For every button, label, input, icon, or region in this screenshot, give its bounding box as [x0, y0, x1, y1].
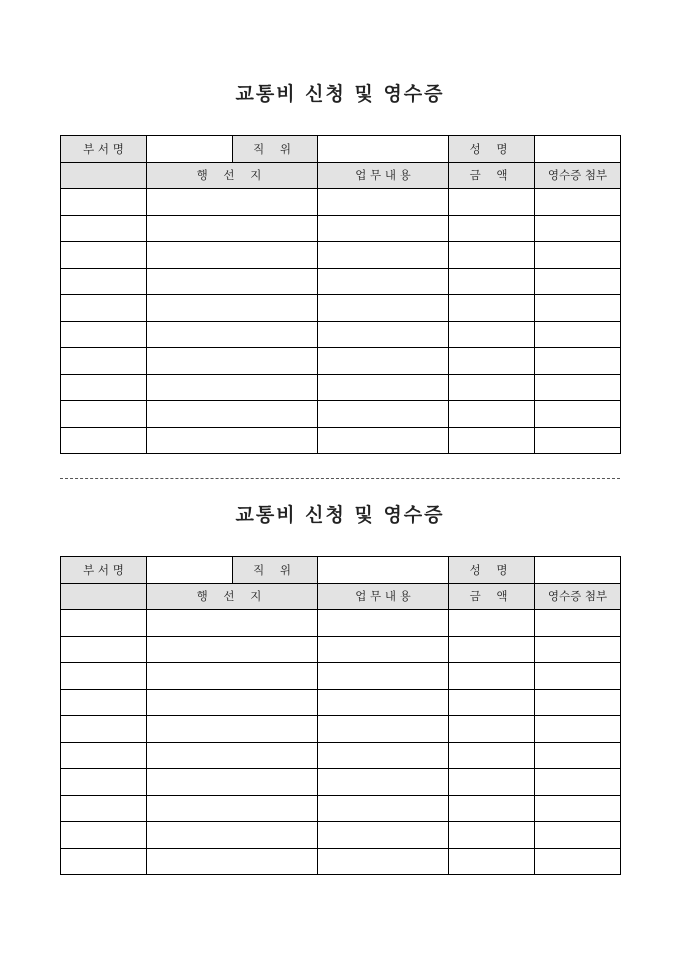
destination-cell[interactable]: [147, 189, 318, 216]
amount-cell[interactable]: [449, 374, 535, 401]
destination-cell[interactable]: [147, 822, 318, 849]
department-label: 부 서 명: [61, 557, 147, 584]
name-label: 성 명: [449, 557, 535, 584]
header-row: [61, 557, 621, 584]
row-label-cell[interactable]: [61, 374, 147, 401]
form-table: [60, 135, 621, 454]
destination-header: 행 선 지: [147, 162, 318, 189]
table-row: [61, 742, 621, 769]
row-label-cell[interactable]: [61, 295, 147, 322]
table-row: [61, 295, 621, 322]
table-row: [61, 348, 621, 375]
destination-cell[interactable]: [147, 795, 318, 822]
amount-cell[interactable]: [449, 663, 535, 690]
table-row: [61, 689, 621, 716]
receipt-cell[interactable]: [535, 636, 621, 663]
business-cell[interactable]: [318, 348, 449, 375]
business-cell[interactable]: [318, 822, 449, 849]
destination-cell[interactable]: [147, 215, 318, 242]
destination-cell[interactable]: [147, 268, 318, 295]
destination-cell[interactable]: [147, 769, 318, 796]
blank-header-cell: [61, 583, 147, 610]
row-label-cell[interactable]: [61, 822, 147, 849]
receipt-cell[interactable]: [535, 401, 621, 428]
table-row: [61, 374, 621, 401]
destination-cell[interactable]: [147, 321, 318, 348]
amount-cell[interactable]: [449, 215, 535, 242]
business-cell[interactable]: [318, 769, 449, 796]
amount-cell[interactable]: [449, 242, 535, 269]
business-cell[interactable]: [318, 610, 449, 637]
row-label-cell[interactable]: [61, 242, 147, 269]
table-row: [61, 189, 621, 216]
row-label-cell[interactable]: [61, 769, 147, 796]
row-label-cell[interactable]: [61, 268, 147, 295]
receipt-cell[interactable]: [535, 242, 621, 269]
table-row: [61, 427, 621, 454]
receipt-cell[interactable]: [535, 716, 621, 743]
amount-cell[interactable]: [449, 401, 535, 428]
table-row: [61, 822, 621, 849]
row-label-cell[interactable]: [61, 689, 147, 716]
receipt-cell[interactable]: [535, 321, 621, 348]
form-table: [60, 556, 621, 875]
business-cell[interactable]: [318, 742, 449, 769]
table-row: [61, 401, 621, 428]
department-label: 부 서 명: [61, 136, 147, 163]
receipt-cell[interactable]: [535, 374, 621, 401]
business-cell[interactable]: [318, 295, 449, 322]
business-cell[interactable]: [318, 689, 449, 716]
receipt-cell[interactable]: [535, 663, 621, 690]
business-cell[interactable]: [318, 663, 449, 690]
destination-header: 행 선 지: [147, 583, 318, 610]
business-cell[interactable]: [318, 374, 449, 401]
position-label: 직 위: [233, 557, 318, 584]
row-label-cell[interactable]: [61, 215, 147, 242]
destination-cell[interactable]: [147, 689, 318, 716]
receipt-cell[interactable]: [535, 427, 621, 454]
blank-header-cell: [61, 162, 147, 189]
row-label-cell[interactable]: [61, 321, 147, 348]
receipt-cell[interactable]: [535, 742, 621, 769]
business-cell[interactable]: [318, 848, 449, 875]
row-label-cell[interactable]: [61, 610, 147, 637]
name-field[interactable]: [535, 136, 621, 163]
receipt-cell[interactable]: [535, 189, 621, 216]
destination-cell[interactable]: [147, 848, 318, 875]
amount-cell[interactable]: [449, 716, 535, 743]
amount-cell[interactable]: [449, 769, 535, 796]
position-field[interactable]: [318, 557, 449, 584]
destination-cell[interactable]: [147, 716, 318, 743]
department-field[interactable]: [147, 136, 233, 163]
amount-header: 금 액: [449, 162, 535, 189]
header-row: [61, 136, 621, 163]
amount-cell[interactable]: [449, 610, 535, 637]
amount-cell[interactable]: [449, 636, 535, 663]
amount-header: 금 액: [449, 583, 535, 610]
table-row: [61, 268, 621, 295]
amount-cell[interactable]: [449, 742, 535, 769]
receipt-cell[interactable]: [535, 268, 621, 295]
receipt-cell[interactable]: [535, 769, 621, 796]
destination-cell[interactable]: [147, 427, 318, 454]
receipt-cell[interactable]: [535, 689, 621, 716]
destination-cell[interactable]: [147, 663, 318, 690]
form-table-body: [61, 136, 621, 454]
table-row: [61, 716, 621, 743]
destination-cell[interactable]: [147, 401, 318, 428]
table-row: [61, 769, 621, 796]
transport-form-top: [60, 82, 620, 454]
destination-cell[interactable]: [147, 374, 318, 401]
transport-form-bottom: [60, 503, 620, 875]
receipt-cell[interactable]: [535, 215, 621, 242]
business-header: 업 무 내 용: [318, 162, 449, 189]
row-label-cell[interactable]: [61, 742, 147, 769]
form-title: 교통비 신청 및 영수증: [235, 83, 445, 105]
receipt-cell[interactable]: [535, 848, 621, 875]
destination-cell[interactable]: [147, 636, 318, 663]
destination-cell[interactable]: [147, 742, 318, 769]
business-cell[interactable]: [318, 401, 449, 428]
table-row: [61, 321, 621, 348]
destination-cell[interactable]: [147, 610, 318, 637]
receipt-cell[interactable]: [535, 295, 621, 322]
amount-cell[interactable]: [449, 268, 535, 295]
receipt-cell[interactable]: [535, 822, 621, 849]
table-row: [61, 663, 621, 690]
position-label: 직 위: [233, 136, 318, 163]
row-label-cell[interactable]: [61, 848, 147, 875]
business-header: 업 무 내 용: [318, 583, 449, 610]
row-label-cell[interactable]: [61, 189, 147, 216]
business-cell[interactable]: [318, 716, 449, 743]
row-label-cell[interactable]: [61, 401, 147, 428]
amount-cell[interactable]: [449, 689, 535, 716]
row-label-cell[interactable]: [61, 795, 147, 822]
business-cell[interactable]: [318, 189, 449, 216]
row-label-cell[interactable]: [61, 427, 147, 454]
destination-cell[interactable]: [147, 348, 318, 375]
receipt-header: 영수증 첨부: [535, 162, 621, 189]
amount-cell[interactable]: [449, 321, 535, 348]
amount-cell[interactable]: [449, 822, 535, 849]
column-header-row: [61, 583, 621, 610]
department-field[interactable]: [147, 557, 233, 584]
row-label-cell[interactable]: [61, 663, 147, 690]
amount-cell[interactable]: [449, 427, 535, 454]
name-label: 성 명: [449, 136, 535, 163]
column-header-row: [61, 162, 621, 189]
table-row: [61, 215, 621, 242]
amount-cell[interactable]: [449, 795, 535, 822]
business-cell[interactable]: [318, 636, 449, 663]
form-title: 교통비 신청 및 영수증: [235, 504, 445, 526]
business-cell[interactable]: [318, 268, 449, 295]
row-label-cell[interactable]: [61, 348, 147, 375]
business-cell[interactable]: [318, 215, 449, 242]
amount-cell[interactable]: [449, 848, 535, 875]
amount-cell[interactable]: [449, 295, 535, 322]
cut-line-divider: [60, 478, 620, 479]
table-row: [61, 848, 621, 875]
name-field[interactable]: [535, 557, 621, 584]
receipt-cell[interactable]: [535, 795, 621, 822]
position-field[interactable]: [318, 136, 449, 163]
table-row: [61, 795, 621, 822]
row-label-cell[interactable]: [61, 636, 147, 663]
destination-cell[interactable]: [147, 242, 318, 269]
table-row: [61, 636, 621, 663]
business-cell[interactable]: [318, 242, 449, 269]
destination-cell[interactable]: [147, 295, 318, 322]
business-cell[interactable]: [318, 427, 449, 454]
table-row: [61, 242, 621, 269]
amount-cell[interactable]: [449, 189, 535, 216]
receipt-header: 영수증 첨부: [535, 583, 621, 610]
receipt-cell[interactable]: [535, 610, 621, 637]
form-table-body: [61, 557, 621, 875]
amount-cell[interactable]: [449, 348, 535, 375]
row-label-cell[interactable]: [61, 716, 147, 743]
table-row: [61, 610, 621, 637]
receipt-cell[interactable]: [535, 348, 621, 375]
business-cell[interactable]: [318, 795, 449, 822]
business-cell[interactable]: [318, 321, 449, 348]
